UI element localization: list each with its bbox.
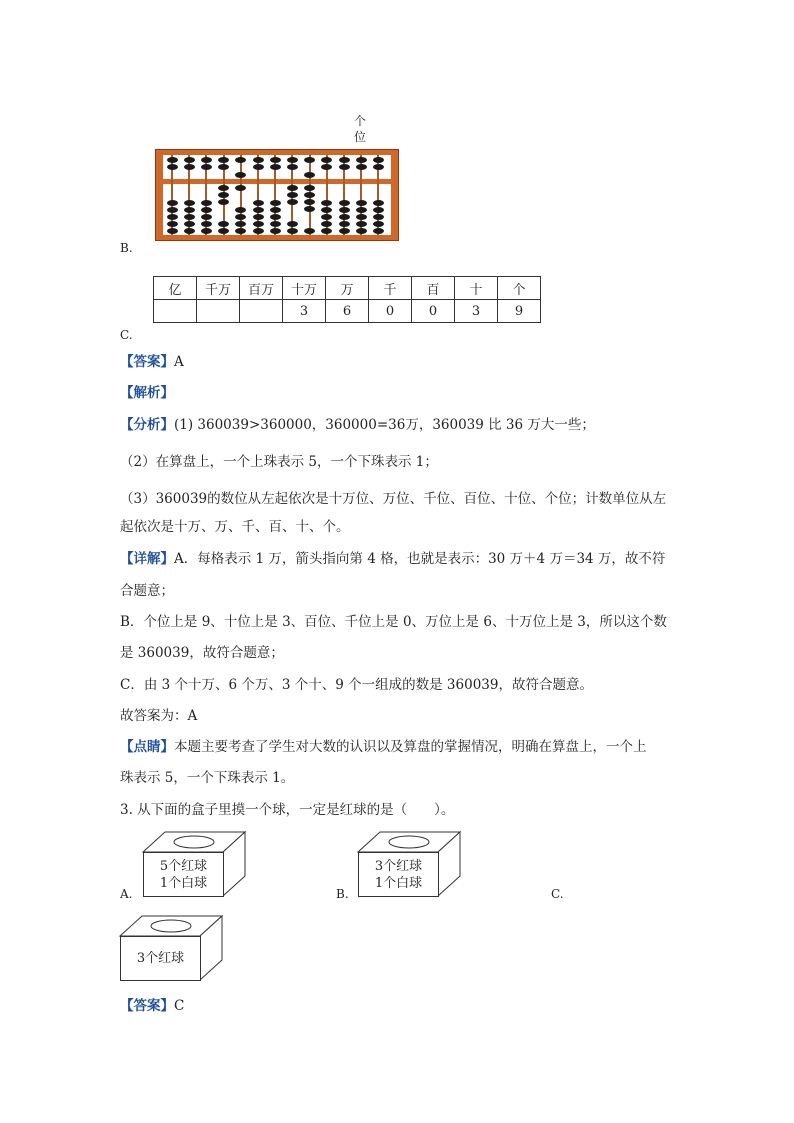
table-value-cell: 3 <box>455 300 498 323</box>
abacus-bead <box>201 164 212 170</box>
table-header-cell: 亿 <box>154 277 197 300</box>
abacus-bead <box>235 228 246 234</box>
table-value-cell <box>154 300 197 323</box>
abacus-bead <box>287 228 298 234</box>
abacus-bead <box>201 228 212 234</box>
abacus-board <box>163 155 391 235</box>
box-b-front <box>358 852 439 897</box>
abacus-bead <box>287 157 298 163</box>
abacus-bead <box>304 185 315 191</box>
table-header-cell: 千万 <box>197 277 240 300</box>
abacus-bead <box>184 157 195 163</box>
table-header-cell: 个 <box>498 277 541 300</box>
answer3-line <box>120 996 184 1016</box>
abacus-bead <box>201 157 212 163</box>
abacus-bead <box>235 214 246 220</box>
abacus-bead <box>270 228 281 234</box>
abacus-bead <box>270 200 281 206</box>
abacus-bead <box>287 221 298 227</box>
detail-c-line1: C．由 3 个十万、6 个万、3 个十、9 个一组成的数是 360039，故符合题意。 <box>120 677 593 693</box>
answer3-value: C <box>174 998 185 1014</box>
abacus-bead <box>304 192 315 198</box>
dianjing-tag: 【点睛】 <box>120 739 174 755</box>
abacus-bead <box>270 214 281 220</box>
abacus-bead <box>253 157 264 163</box>
abacus-bead <box>321 221 332 227</box>
abacus-bead <box>373 164 384 170</box>
box-c-line1: 3个红球 <box>136 951 185 966</box>
option-b3-label: B. <box>336 887 349 901</box>
abacus-bead <box>304 228 315 234</box>
abacus-bead <box>235 172 246 178</box>
abacus <box>155 149 399 241</box>
abacus-bead <box>373 157 384 163</box>
detail-b-line1: B．个位上是 9、十位上是 3、百位、千位上是 0、万位上是 6、十万位上是 3，所以这个数 <box>120 614 667 630</box>
table-header-cell: 万 <box>326 277 369 300</box>
abacus-bead <box>339 221 350 227</box>
answer-value: A <box>174 354 184 370</box>
abacus-label-line1: 个 <box>353 114 366 128</box>
abacus-bead <box>356 214 367 220</box>
abacus-bead <box>270 164 281 170</box>
abacus-bead <box>253 164 264 170</box>
analysis-tag: 【解析】 <box>120 385 174 401</box>
abacus-bead <box>339 207 350 213</box>
dianjing-line1 <box>120 737 647 757</box>
abacus-bead <box>339 214 350 220</box>
abacus-bead <box>253 214 264 220</box>
table-header-cell: 十 <box>455 277 498 300</box>
abacus-bead <box>253 200 264 206</box>
dianjing-line2: 珠表示 5，一个下珠表示 1。 <box>120 770 295 786</box>
abacus-bead <box>321 228 332 234</box>
abacus-bead <box>167 157 178 163</box>
table-value-row <box>154 300 541 323</box>
abacus-bead <box>235 157 246 163</box>
abacus-bead <box>184 207 195 213</box>
abacus-bead <box>235 185 246 191</box>
table-header-cell: 百 <box>412 277 455 300</box>
abacus-bead <box>218 228 229 234</box>
abacus-bead <box>253 207 264 213</box>
table-value-cell: 0 <box>369 300 412 323</box>
table-value-cell <box>197 300 240 323</box>
abacus-bead <box>287 199 298 205</box>
abacus-bead <box>356 221 367 227</box>
abacus-bead <box>356 200 367 206</box>
abacus-bead <box>218 221 229 227</box>
dianjing-text1: 本题主要考查了学生对大数的认识以及算盘的掌握情况，明确在算盘上，一个上 <box>174 739 647 755</box>
abacus-bead <box>304 199 315 205</box>
table-header-row <box>154 277 541 300</box>
table-value-cell <box>240 300 283 323</box>
abacus-bead <box>167 164 178 170</box>
abacus-ones-label <box>353 113 367 145</box>
abacus-bead <box>270 157 281 163</box>
abacus-bead <box>167 214 178 220</box>
box-a-front <box>143 852 224 897</box>
detail-line1 <box>120 549 665 569</box>
table-value-cell: 6 <box>326 300 369 323</box>
abacus-bead <box>167 207 178 213</box>
abacus-bead <box>201 200 212 206</box>
option-c-label: C. <box>120 328 133 342</box>
abacus-bead <box>321 200 332 206</box>
fenxi-line2: （2）在算盘上，一个上珠表示 5，一个下珠表示 1； <box>120 454 438 470</box>
abacus-label-line2: 位 <box>353 130 366 144</box>
abacus-bead <box>270 221 281 227</box>
abacus-bead <box>218 199 229 205</box>
fenxi-tag: 【分析】 <box>120 417 174 433</box>
abacus-bead <box>321 207 332 213</box>
abacus-bead <box>356 164 367 170</box>
abacus-bead <box>184 221 195 227</box>
abacus-bead <box>339 228 350 234</box>
answer3-tag: 【答案】 <box>120 998 174 1014</box>
abacus-bead <box>321 214 332 220</box>
analysis-line <box>120 383 174 403</box>
abacus-bead <box>373 221 384 227</box>
abacus-bead <box>304 206 315 212</box>
detail-a-text1: A．每格表示 1 万，箭头指向第 4 格，也就是表示：30 万＋4 万＝34 万，故不符 <box>174 551 666 567</box>
detail-conclusion: 故答案为：A <box>120 708 198 724</box>
abacus-bead <box>235 221 246 227</box>
table-value-cell: 9 <box>498 300 541 323</box>
abacus-bead <box>373 214 384 220</box>
detail-b-line2: 是 360039，故符合题意； <box>120 645 284 661</box>
abacus-bead <box>184 228 195 234</box>
table-header-cell: 千 <box>369 277 412 300</box>
option-c3-label: C. <box>551 887 564 901</box>
abacus-bead <box>287 185 298 191</box>
abacus-bead <box>167 200 178 206</box>
abacus-bead <box>201 214 212 220</box>
table-header-cell: 十万 <box>283 277 326 300</box>
abacus-bead <box>287 164 298 170</box>
detail-tag: 【详解】 <box>120 551 174 567</box>
abacus-bead <box>270 207 281 213</box>
abacus-bead <box>167 221 178 227</box>
abacus-bead <box>339 157 350 163</box>
abacus-bead <box>373 200 384 206</box>
abacus-bead <box>184 214 195 220</box>
answer-tag: 【答案】 <box>120 354 174 370</box>
table-header-cell: 百万 <box>240 277 283 300</box>
box-b-line2: 1个白球 <box>374 875 423 891</box>
abacus-bead <box>373 207 384 213</box>
abacus-bead <box>373 228 384 234</box>
abacus-bead <box>201 221 212 227</box>
abacus-bead <box>356 157 367 163</box>
box-b-line1: 3个红球 <box>374 858 423 874</box>
abacus-bead <box>356 207 367 213</box>
abacus-bead <box>356 228 367 234</box>
fenxi-line3: （3）360039的数位从左起依次是十万位、万位、千位、百位、十位、个位；计数单位从左 <box>120 491 667 507</box>
abacus-bead <box>218 164 229 170</box>
abacus-bead <box>218 157 229 163</box>
abacus-bead <box>201 207 212 213</box>
abacus-bead <box>235 207 246 213</box>
abacus-bead <box>167 228 178 234</box>
question3-text: 3. 从下面的盒子里摸一个球，一定是红球的是（ ）。 <box>120 802 455 818</box>
fenxi-line1 <box>120 415 595 435</box>
abacus-bead <box>218 192 229 198</box>
abacus-bead <box>253 228 264 234</box>
abacus-beam <box>163 179 391 184</box>
box-a-line1: 5个红球 <box>159 858 208 874</box>
table-value-cell: 3 <box>283 300 326 323</box>
abacus-bead <box>321 157 332 163</box>
abacus-bead <box>339 164 350 170</box>
abacus-bead <box>304 157 315 163</box>
abacus-bead <box>287 192 298 198</box>
answer-line <box>120 352 184 372</box>
option-b-label: B. <box>120 241 133 255</box>
box-c-front <box>120 936 201 981</box>
abacus-bead <box>304 172 315 178</box>
abacus-bead <box>321 164 332 170</box>
abacus-bead <box>218 185 229 191</box>
table-value-cell: 0 <box>412 300 455 323</box>
abacus-bead <box>339 200 350 206</box>
abacus-bead <box>184 200 195 206</box>
abacus-bead <box>253 221 264 227</box>
fenxi-text1: (1) 360039>360000，360000=36万，360039 比 36 万大一些； <box>174 417 595 433</box>
box-a-line2: 1个白球 <box>159 875 208 891</box>
place-value-table <box>153 276 541 323</box>
option-a-label: A. <box>120 887 133 901</box>
fenxi-line4: 起依次是十万、万、千、百、十、个。 <box>120 519 350 535</box>
detail-a-line2: 合题意； <box>120 583 174 599</box>
abacus-bead <box>184 164 195 170</box>
